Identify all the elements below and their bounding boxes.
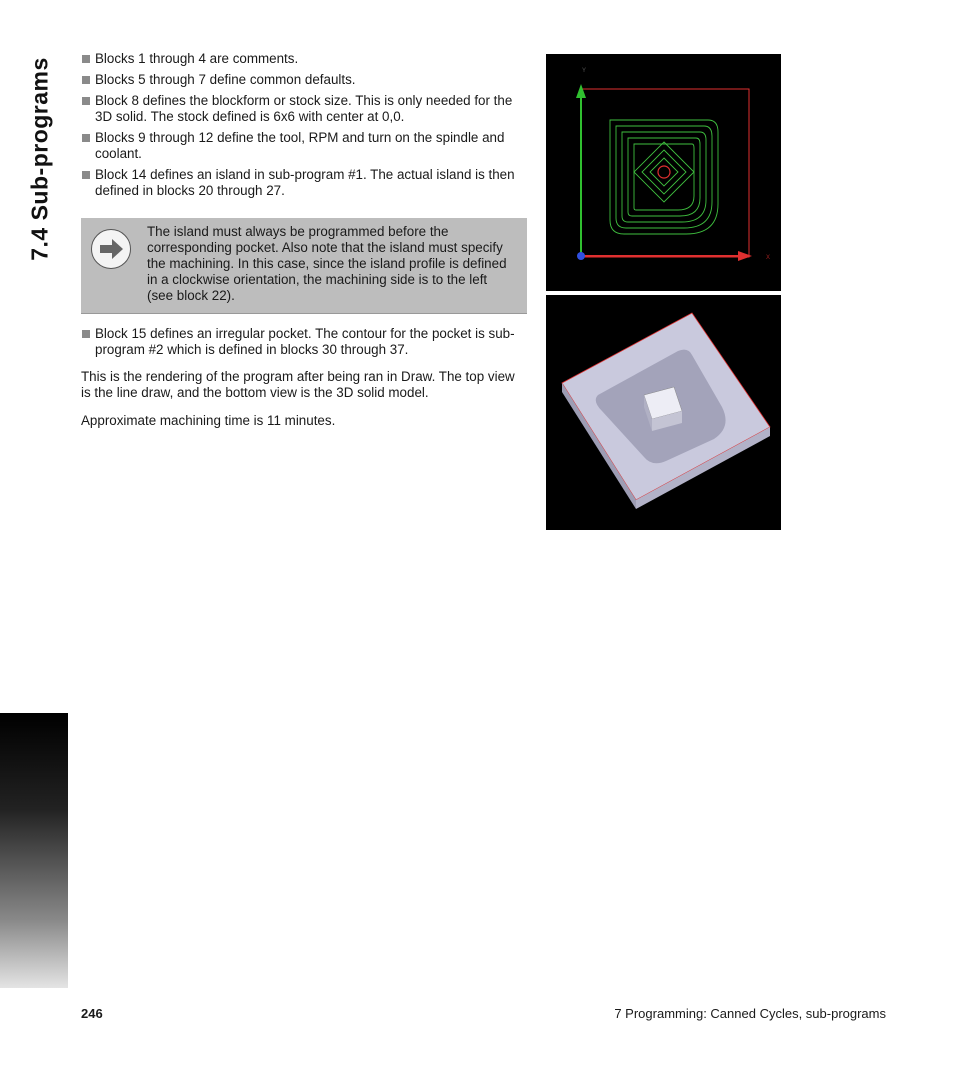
section-side-title bbox=[20, 44, 60, 274]
bullet-square-icon bbox=[82, 134, 90, 142]
figure-3d-solid bbox=[546, 295, 781, 530]
paragraph-machining-time: Approximate machining time is 11 minutes. bbox=[81, 413, 336, 428]
bullet-square-icon bbox=[82, 330, 90, 338]
figure-line-draw bbox=[546, 54, 781, 291]
y-axis-arrow bbox=[576, 84, 586, 98]
note-box bbox=[81, 218, 527, 314]
list-item: Block 15 defines an irregular pocket. The contour for the pocket is sub-program #2 which is defined in blocks 30 through 37. bbox=[81, 326, 527, 358]
bullet-square-icon bbox=[82, 76, 90, 84]
chapter-title: 7 Programming: Canned Cycles, sub-programs bbox=[614, 1006, 886, 1021]
list-item: Blocks 1 through 4 are comments. bbox=[81, 51, 527, 67]
section-title: 7.4 Sub-programs bbox=[26, 57, 53, 261]
list-item: Blocks 9 through 12 define the tool, RPM and turn on the spindle and coolant. bbox=[81, 130, 527, 162]
bullet-square-icon bbox=[82, 55, 90, 63]
x-axis-label: X bbox=[766, 255, 771, 261]
arrow-right-icon bbox=[91, 229, 131, 269]
origin-marker bbox=[577, 252, 585, 260]
list-item: Blocks 5 through 7 define common defaults. bbox=[81, 72, 527, 88]
list-item: Block 8 defines the blockform or stock size. This is only needed for the 3D solid. The stock defined is 6x6 with center at 0,0. bbox=[81, 93, 527, 125]
side-gradient-bar bbox=[0, 713, 68, 988]
bullet-square-icon bbox=[82, 171, 90, 179]
stock-outline bbox=[581, 89, 749, 257]
paragraph-rendering: This is the rendering of the program after being ran in Draw. The top view is the line draw, and the bottom view is the 3D solid model. bbox=[81, 369, 515, 400]
y-axis-label: Y bbox=[582, 68, 587, 74]
list-item: Block 14 defines an island in sub-program #1. The actual island is then defined in blocks 20 through 27. bbox=[81, 167, 527, 199]
bullet-square-icon bbox=[82, 97, 90, 105]
x-axis-arrow bbox=[738, 251, 752, 261]
toolpath-drawing bbox=[546, 54, 781, 291]
pocket-toolpath bbox=[610, 120, 718, 234]
island-toolpath bbox=[634, 142, 694, 202]
solid-model bbox=[546, 295, 781, 530]
main-content bbox=[81, 51, 527, 439]
note-text: The island must always be programmed before the corresponding pocket. Also note that the island must specify the machining. In this case, since the island profile is defined in a clockwise orientation, the machining side is to the left (see block 22). bbox=[147, 224, 507, 303]
page-number: 246 bbox=[81, 1006, 103, 1021]
